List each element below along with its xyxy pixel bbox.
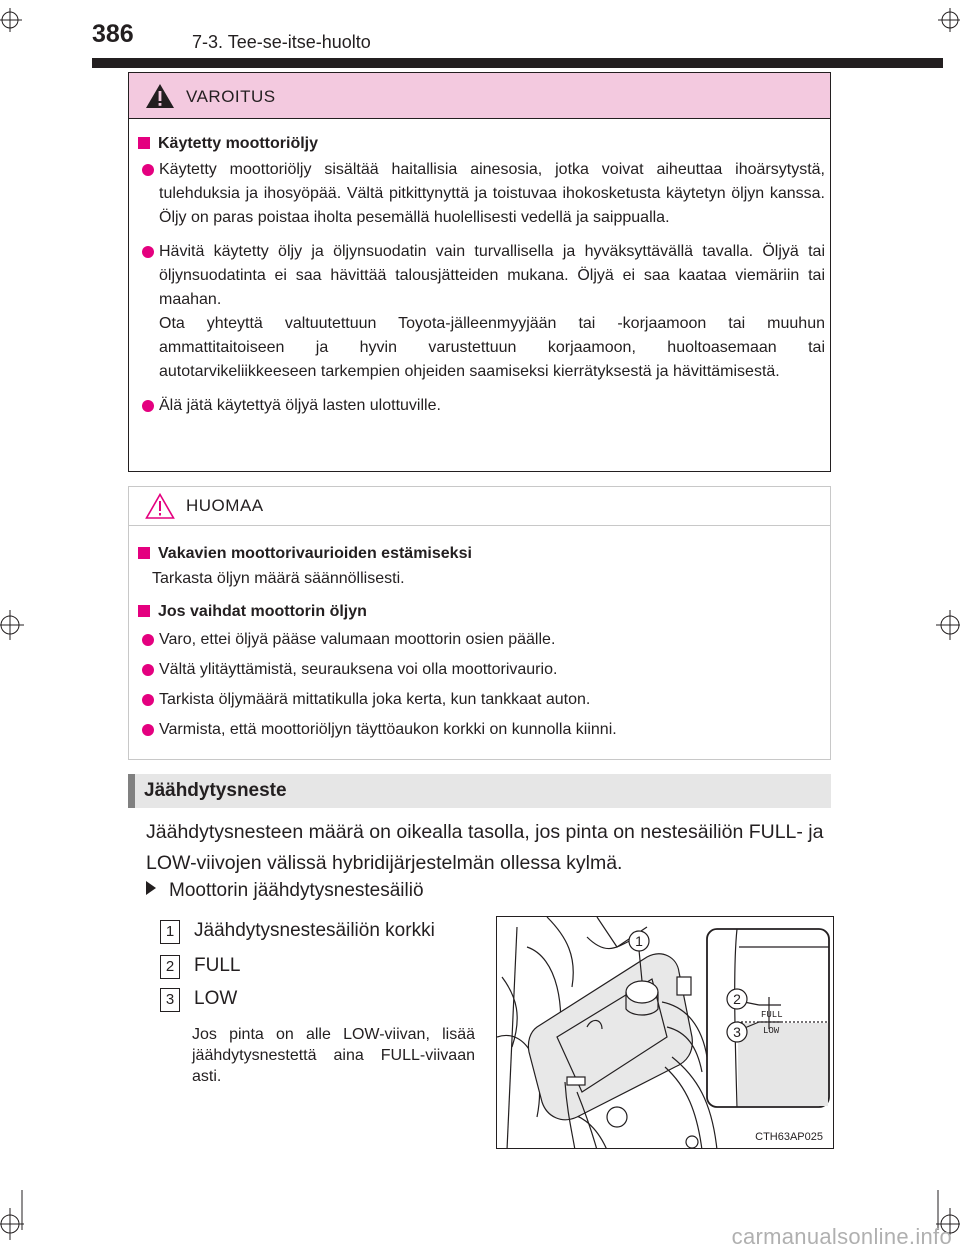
round-bullet-icon <box>142 694 154 706</box>
watermark: carmanualsonline.info <box>731 1224 952 1249</box>
list-item: 3 LOW <box>160 988 237 1012</box>
coolant-heading-bar <box>128 774 831 808</box>
notice-title: HUOMAA <box>186 496 264 515</box>
heading-accent <box>128 774 135 808</box>
notice-heading-2: Jos vaihdat moottorin öljyn <box>129 599 830 624</box>
gauge-low-mark: LOW <box>763 1026 780 1036</box>
coolant-paragraph: Jäähdytysnesteen määrä on oikealla tasolla, jos pinta on nestesäiliön FULL- ja LOW-viivojen välissä hybridijärjestelmän ollessa kylmä. <box>146 821 824 874</box>
list-item: Käytetty moottoriöljy sisältää haitallisia ainesosia, jotka voivat aiheuttaa ihoärsytystä, tulehduksia ja ihosyöpää. Vältä pitkittynyttä ja toistuvaa ihokosketusta käytetyn öljyn kanssa. Öljy on paras poistaa iholta pesemällä huolellisesti vedellä ja saippualla. <box>129 158 830 230</box>
section-title: 7-3. Tee-se-itse-huolto <box>192 32 371 52</box>
coolant-note: Jos pinta on alle LOW-viivan, lisää jäähdytysnestettä aina FULL-viivaan asti. <box>192 1026 475 1085</box>
list-item: Varmista, että moottoriöljyn täyttöaukon korkki on kunnolla kiinni. <box>129 718 830 742</box>
warning-header <box>129 73 830 119</box>
list-item-continuation: Ota yhteyttä valtuutettuun Toyota-jälleenmyyjään tai -korjaamoon tai muuhun ammattitaitoiseen ja hyvin varustettuun korjaamoon, huoltoasemaan tai autotarvikeliikkeeseen tarkempien ohjeiden saamiseksi kierrätyksestä ja hävittämisestä. <box>159 315 825 380</box>
coolant-heading: Jäähdytysneste <box>144 780 287 801</box>
coolant-subheading: Moottorin jäähdytysnestesäiliö <box>146 880 424 902</box>
crop-mark-bottom-left <box>0 1190 50 1254</box>
triangle-arrow-icon <box>146 881 156 895</box>
caution-triangle-icon <box>145 493 175 519</box>
round-bullet-icon <box>142 724 154 736</box>
crop-mark-top-left <box>0 0 40 40</box>
warning-triangle-icon <box>145 83 175 109</box>
engine-bay-drawing <box>497 917 834 1149</box>
gauge-full-mark: FULL <box>761 1010 783 1020</box>
number-badge: 3 <box>160 988 180 1012</box>
round-bullet-icon <box>142 634 154 646</box>
warning-box <box>128 72 831 472</box>
round-bullet-icon <box>142 164 154 176</box>
callout-label-2: 2 <box>733 991 741 1007</box>
list-item: Varo, ettei öljyä pääse valumaan moottorin osien päälle. <box>129 628 830 652</box>
callout-label-1: 1 <box>635 933 643 949</box>
page-number: 386 <box>92 20 134 48</box>
notice-box <box>128 486 831 760</box>
square-bullet-icon <box>138 137 150 149</box>
notice-text-1: Tarkasta öljyn määrä säännöllisesti. <box>152 570 405 587</box>
figure-code: CTH63AP025 <box>755 1131 823 1143</box>
crop-mark-top-right <box>920 0 960 40</box>
coolant-reservoir-illustration <box>496 916 834 1149</box>
notice-heading-1: Vakavien moottorivaurioiden estämiseksi <box>129 541 830 566</box>
list-item: Vältä ylitäyttämistä, seurauksena voi olla moottorivaurio. <box>129 658 830 682</box>
list-item: 2 FULL <box>160 955 240 979</box>
round-bullet-icon <box>142 246 154 258</box>
list-item: 1 Jäähdytysnestesäiliön korkki <box>160 920 435 944</box>
callout-label-3: 3 <box>733 1024 741 1040</box>
number-badge: 2 <box>160 955 180 979</box>
round-bullet-icon <box>142 400 154 412</box>
number-badge: 1 <box>160 920 180 944</box>
notice-header <box>129 487 830 526</box>
warning-body <box>129 131 830 418</box>
square-bullet-icon <box>138 547 150 559</box>
notice-body <box>129 541 830 742</box>
warning-heading: Käytetty moottoriöljy <box>129 131 830 156</box>
crop-mark-mid-right <box>920 600 960 650</box>
warning-title: VAROITUS <box>186 87 276 106</box>
header-rule <box>92 58 943 68</box>
list-item: Älä jätä käytettyä öljyä lasten ulottuville. <box>129 394 830 418</box>
round-bullet-icon <box>142 664 154 676</box>
crop-mark-mid-left <box>0 600 40 650</box>
list-item: Hävitä käytetty öljy ja öljynsuodatin vain turvallisella ja hyväksyttävällä tavalla. Öljyä tai öljynsuodatinta ei saa hävittää talousjätteiden mukana. Öljyä ei saa kaataa viemäriin tai maahan. <box>129 240 830 312</box>
square-bullet-icon <box>138 605 150 617</box>
list-item: Tarkista öljymäärä mittatikulla joka kerta, kun tankkaat auton. <box>129 688 830 712</box>
